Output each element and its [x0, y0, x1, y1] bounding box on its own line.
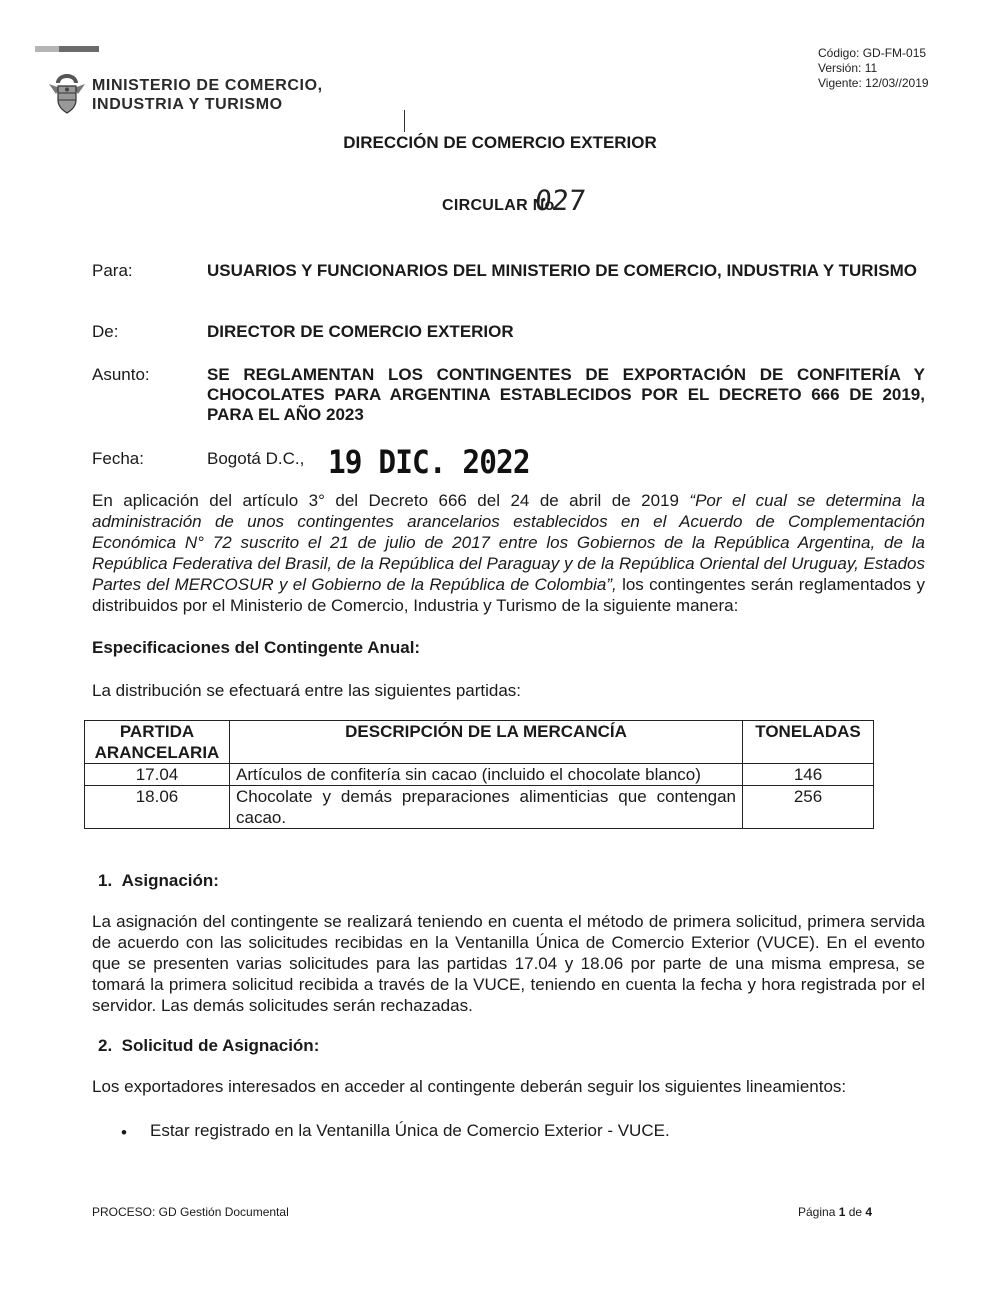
section-2-heading: [98, 1036, 319, 1056]
toneladas-cell: 256: [743, 786, 874, 829]
codigo-text: Código: GD-FM-015: [818, 46, 927, 60]
footer-proceso: PROCESO: GD Gestión Documental: [92, 1205, 289, 1219]
intro-paragraph: [92, 490, 925, 616]
circular-label: CIRCULAR No.: [442, 197, 560, 214]
scan-artifact: [35, 46, 59, 52]
page-current: 1: [838, 1205, 846, 1219]
descripcion-cell: Chocolate y demás preparaciones alimenticias que contengan cacao.: [230, 786, 743, 829]
column-header: DESCRIPCIÓN DE LA MERCANCÍA: [230, 721, 743, 764]
asunto-value: SE REGLAMENTAN LOS CONTINGENTES DE EXPORTACIÓN DE CONFITERÍA Y CHOCOLATES PARA ARGENTINA ESTABLECIDOS POR EL DECRETO 666 DE 2019, PARA EL AÑO 2023: [207, 365, 925, 424]
section-1-heading: [98, 871, 219, 891]
toneladas-cell: 146: [743, 764, 874, 786]
date-stamp: 19 DIC. 2022: [328, 443, 530, 481]
section-title: Solicitud de Asignación:: [121, 1036, 320, 1055]
para-label: Para:: [92, 261, 133, 280]
table-header-row: [85, 721, 874, 764]
partida-cell: 18.06: [85, 786, 230, 829]
page-number: [798, 1205, 872, 1219]
column-header: TONELADAS: [743, 721, 874, 764]
descripcion-cell: Artículos de confitería sin cacao (incluido el chocolate blanco): [230, 764, 743, 786]
direccion-title: DIRECCIÓN DE COMERCIO EXTERIOR: [343, 133, 657, 152]
section-title: Asignación:: [121, 871, 219, 890]
ministry-line-2: INDUSTRIA Y TURISMO: [92, 96, 283, 113]
page-total: 4: [865, 1205, 873, 1219]
section-number: 2.: [98, 1036, 113, 1055]
ministry-name: [92, 76, 323, 114]
ministry-line-1: MINISTERIO DE COMERCIO,: [92, 77, 323, 94]
fecha-label: Fecha:: [92, 449, 144, 468]
section-2-text: Los exportadores interesados en acceder al contingente deberán seguir los siguientes lineamientos:: [92, 1077, 847, 1096]
section-number: 1.: [98, 871, 113, 890]
bullet-icon: •: [121, 1123, 127, 1142]
version-text: Versión: 11: [818, 61, 878, 75]
page-sep: de: [845, 1205, 866, 1219]
intro-tail: los contingentes serán reglamentados y distribuidos por el Ministerio de Comercio, Industria y Turismo de la siguiente manera:: [92, 575, 925, 615]
de-value: DIRECTOR DE COMERCIO EXTERIOR: [207, 322, 514, 341]
spec-heading: Especificaciones del Contingente Anual:: [92, 638, 421, 657]
list-item: Estar registrado en la Ventanilla Única de Comercio Exterior - VUCE.: [150, 1121, 670, 1140]
divider: [404, 110, 405, 132]
coat-of-arms-icon: [44, 70, 90, 116]
table-row: [85, 764, 874, 786]
page-prefix: Página: [798, 1205, 839, 1219]
intro-quote: “Por el cual se determina la administración de unos contingentes arancelarios establecidos en el Acuerdo de Complementación Económica N° 72 suscrito el 21 de julio de 2017 entre los Gobiernos de la República Argentina, de la República Federativa del Brasil, de la República del Paraguay y de la República Oriental del Uruguay, Estados Partes del MERCOSUR y el Gobierno de la República de Colombia”,: [92, 491, 926, 594]
contingent-table: [84, 720, 874, 829]
column-header: PARTIDA ARANCELARIA: [85, 721, 230, 764]
section-1-text: La asignación del contingente se realizará teniendo en cuenta el método de primera solicitud, primera servida de acuerdo con las solicitudes recibidas en la Ventanilla Única de Comercio Exterior (VUCE). En el evento que se presenten varias solicitudes para las partidas 17.04 y 18.06 por parte de una misma empresa, se tomará la primera solicitud recibida a través de la VUCE, teniendo en cuenta la fecha y hora registrada por el servidor. Las demás solicitudes serán rechazadas.: [92, 912, 925, 1015]
de-label: De:: [92, 322, 119, 341]
partida-cell: 17.04: [85, 764, 230, 786]
document-codes: [818, 46, 929, 91]
distribution-text: La distribución se efectuará entre las siguientes partidas:: [92, 681, 522, 700]
fecha-place: Bogotá D.C.,: [207, 449, 305, 468]
para-value: USUARIOS Y FUNCIONARIOS DEL MINISTERIO DE COMERCIO, INDUSTRIA Y TURISMO: [207, 261, 917, 280]
asunto-label: Asunto:: [92, 365, 150, 384]
table-row: [85, 786, 874, 829]
intro-lead: En aplicación del artículo 3° del Decreto 666 del 24 de abril de 2019: [92, 491, 690, 510]
vigente-text: Vigente: 12/03//2019: [818, 76, 929, 90]
circular-number: 027: [533, 184, 588, 217]
